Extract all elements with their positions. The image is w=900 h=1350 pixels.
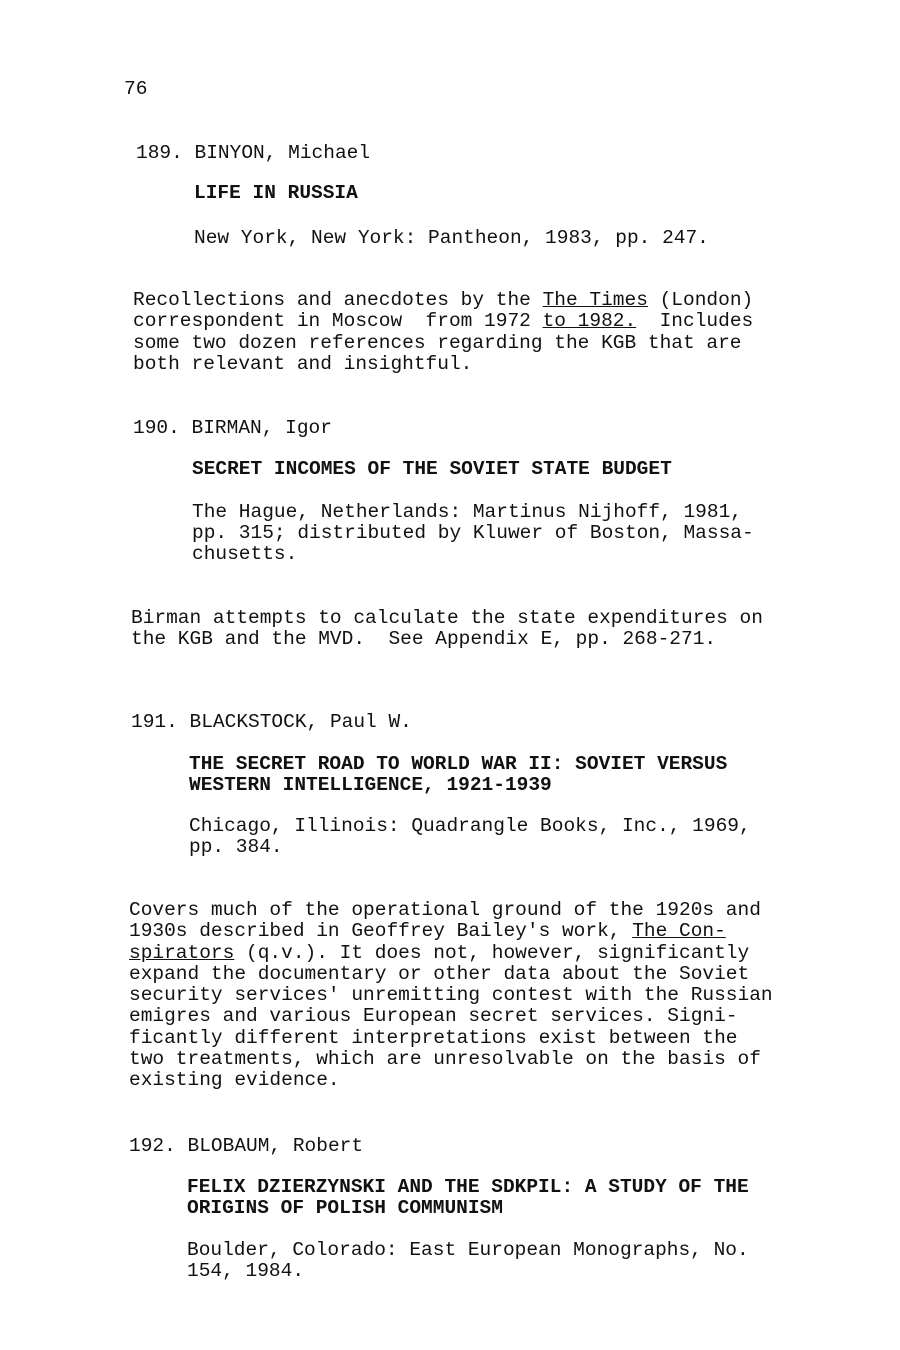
page-number: 76 <box>124 78 148 100</box>
entry-annotation: Birman attempts to calculate the state expenditures on the KGB and the MVD. See Appendix E, pp. 268-271. <box>131 607 763 651</box>
annotation-text: Includes some two dozen references regarding the KGB that are both relevant and insightful. <box>133 310 754 375</box>
underlined-text: to 1982. <box>542 310 637 333</box>
entry-publication: New York, New York: Pantheon, 1983, pp. 247. <box>194 227 709 249</box>
entry-number: 192. <box>129 1135 176 1157</box>
annotation-text: Covers much of the operational ground of the 1920s and 1930s described in Geoffrey Bailey's work, <box>129 899 761 943</box>
entry-title: FELIX DZIERZYNSKI AND THE SDKPIL: A STUDY OF THE ORIGINS OF POLISH COMMUNISM <box>187 1176 749 1219</box>
entry-number: 190. <box>133 417 180 439</box>
entry-heading <box>136 142 370 164</box>
underlined-title: The Con- spirators <box>129 920 726 964</box>
entry-publication: The Hague, Netherlands: Martinus Nijhoff, 1981, pp. 315; distributed by Kluwer of Boston, Massa- chusetts. <box>192 501 754 565</box>
entry-annotation <box>133 290 753 375</box>
entry-publication: Boulder, Colorado: East European Monographs, No. 154, 1984. <box>187 1239 749 1282</box>
entry-number: 189. <box>136 142 183 164</box>
entry-heading <box>133 417 332 439</box>
annotation-text: (London) correspondent in Moscow from 1972 <box>133 289 754 333</box>
entry-heading <box>129 1135 363 1157</box>
entry-author: BINYON, Michael <box>194 142 371 164</box>
entry-heading <box>131 711 412 733</box>
annotation-text: Recollections and anecdotes by the <box>133 289 543 311</box>
underlined-title: The Times <box>542 289 648 311</box>
entry-title: SECRET INCOMES OF THE SOVIET STATE BUDGET <box>192 458 672 480</box>
annotation-text: (q.v.). It does not, however, significantly expand the documentary or other data about the Soviet security services' unremitting contest with the Russian emigres and various European secret services. Signi- ficantly different interpretations exist between the two treatments, which are unresolvable on the basis of existing evidence. <box>129 941 773 1092</box>
entry-title: THE SECRET ROAD TO WORLD WAR II: SOVIET VERSUS WESTERN INTELLIGENCE, 1921-1939 <box>189 753 728 796</box>
entry-publication: Chicago, Illinois: Quadrangle Books, Inc., 1969, pp. 384. <box>189 815 751 858</box>
entry-author: BLOBAUM, Robert <box>187 1135 364 1157</box>
entry-author: BIRMAN, Igor <box>191 417 332 439</box>
entry-number: 191. <box>131 711 178 733</box>
entry-annotation <box>129 900 773 1092</box>
entry-title: LIFE IN RUSSIA <box>194 182 358 204</box>
entry-author: BLACKSTOCK, Paul W. <box>189 711 412 733</box>
